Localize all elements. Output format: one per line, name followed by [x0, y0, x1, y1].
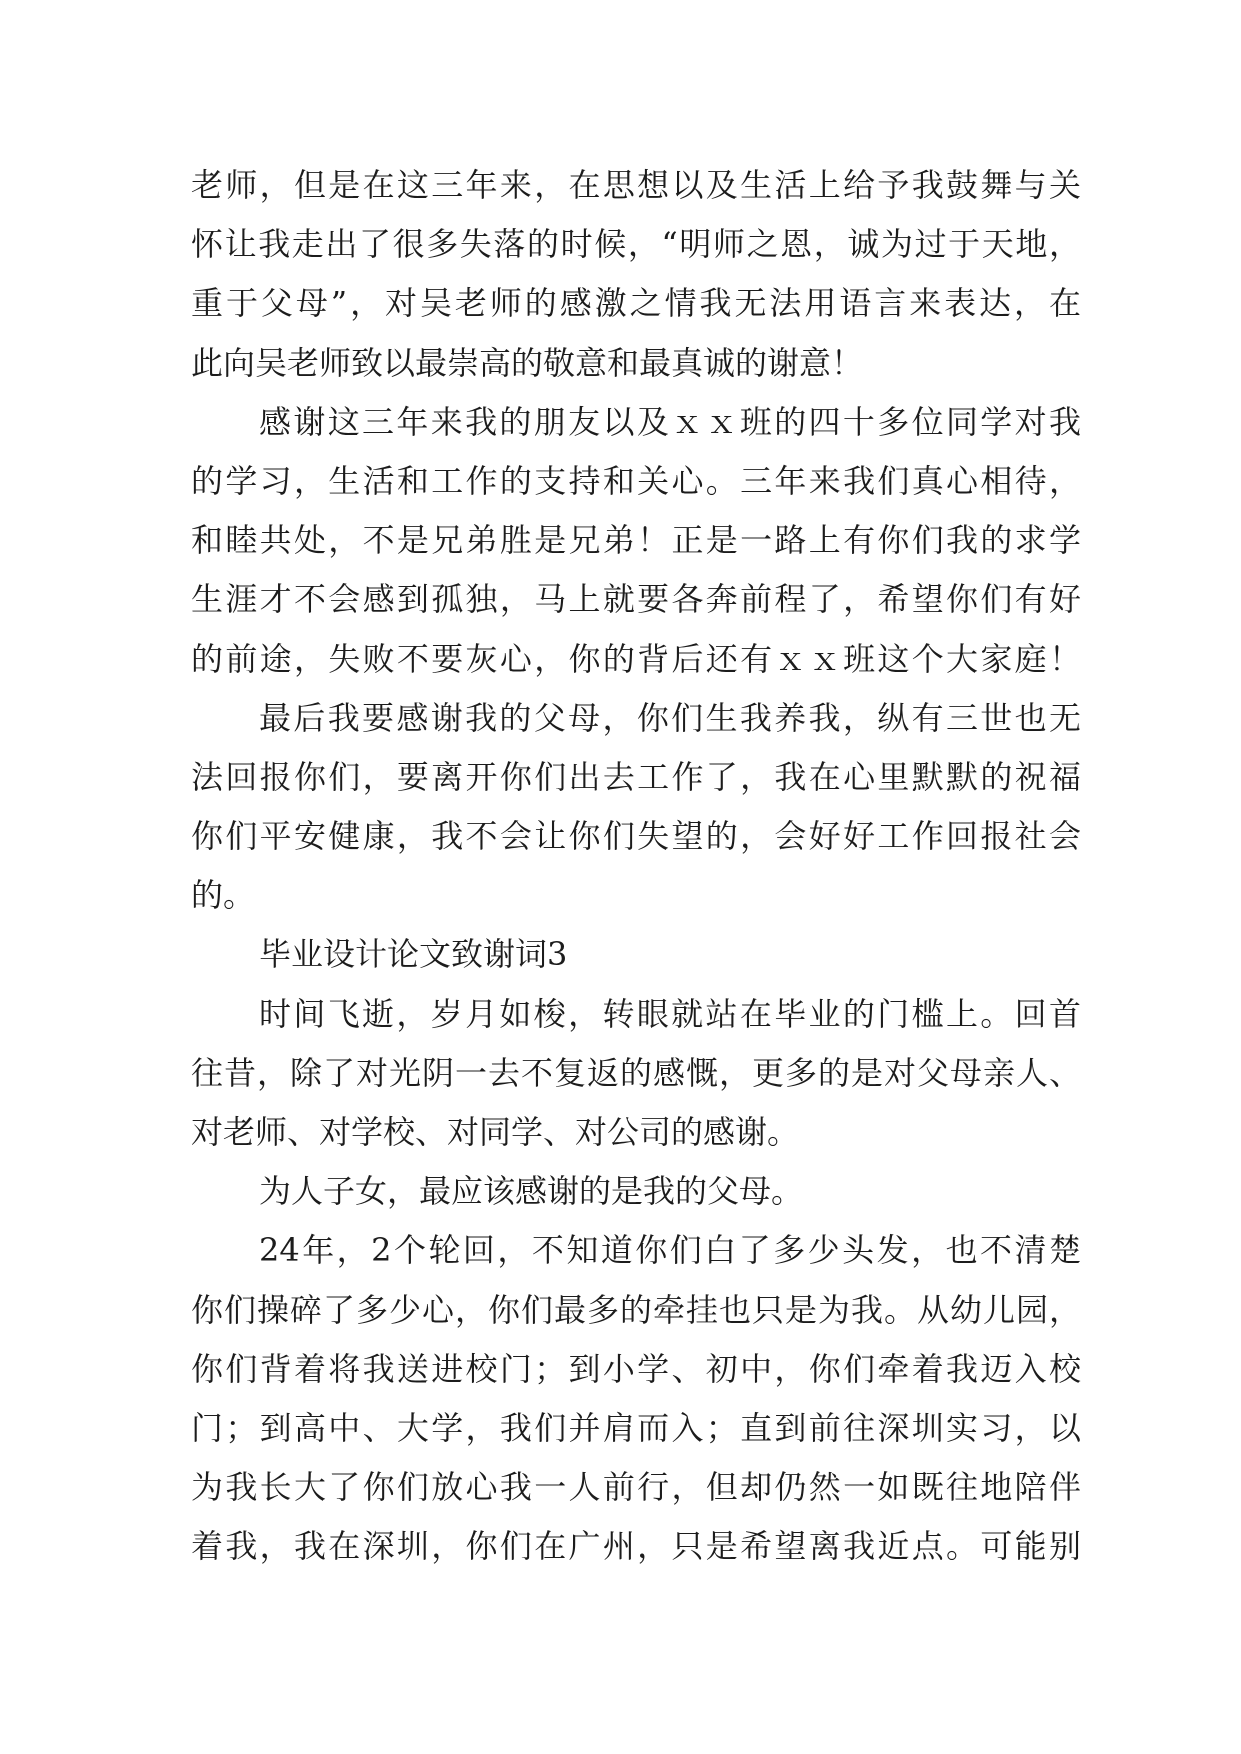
- text-line: 你们背着将我送进校门；到小学、初中，你们牵着我迈入校: [191, 1349, 1081, 1388]
- text-line: 重于父母”，对吴老师的感激之情我无法用语言来表达，在: [191, 284, 1081, 323]
- text-line: 时间飞逝，岁月如梭，转眼就站在毕业的门槛上。回首: [259, 994, 1081, 1033]
- text-line: 门；到高中、大学，我们并肩而入；直到前往深圳实习，以: [191, 1408, 1081, 1447]
- text-line: 为人子女，最应该感谢的是我的父母。: [259, 1172, 804, 1211]
- text-line: 生涯才不会感到孤独，马上就要各奔前程了，希望你们有好: [191, 580, 1081, 619]
- text-line: 24年，2个轮回，不知道你们白了多少头发，也不清楚: [259, 1231, 1081, 1270]
- text-line: 的学习，生活和工作的支持和关心。三年来我们真心相待，: [191, 461, 1081, 500]
- text-line: 最后我要感谢我的父母，你们生我养我，纵有三世也无: [259, 698, 1081, 737]
- text-line: 老师，但是在这三年来，在思想以及生活上给予我鼓舞与关: [191, 166, 1081, 204]
- text-line: 怀让我走出了很多失落的时候，“明师之恩，诚为过于天地，: [191, 225, 1081, 264]
- text-line: 你们操碎了多少心，你们最多的牵挂也只是为我。从幼儿园，: [191, 1290, 1081, 1329]
- text-line: 法回报你们，要离开你们出去工作了，我在心里默默的祝福: [191, 757, 1081, 796]
- text-line: 和睦共处，不是兄弟胜是兄弟！正是一路上有你们我的求学: [191, 521, 1081, 560]
- text-line: 对老师、对学校、对同学、对公司的感谢。: [191, 1113, 800, 1151]
- document-body: [191, 156, 1081, 1577]
- text-line: 为我长大了你们放心我一人前行，但却仍然一如既往地陪伴: [191, 1468, 1081, 1507]
- paragraph: [191, 985, 1081, 1163]
- text-line: 此向吴老师致以最崇高的敬意和最真诚的谢意！: [191, 343, 864, 382]
- text-line: 你们平安健康，我不会让你们失望的，会好好工作回报社会: [191, 817, 1081, 856]
- text-line: 的。: [191, 876, 256, 915]
- paragraph: [191, 156, 1081, 393]
- section-heading-text: 毕业设计论文致谢词3: [259, 935, 568, 974]
- paragraph: [191, 1221, 1081, 1576]
- text-line: 着我，我在深圳，你们在广州，只是希望离我近点。可能别: [191, 1527, 1081, 1566]
- text-line: 往昔，除了对光阴一去不复返的感慨，更多的是对父母亲人、: [191, 1053, 1081, 1092]
- text-line: 感谢这三年来我的朋友以及ｘｘ班的四十多位同学对我: [259, 402, 1081, 441]
- paragraph: [191, 393, 1081, 689]
- section-heading: [191, 925, 1081, 984]
- text-line: 的前途，失败不要灰心，你的背后还有ｘｘ班这个大家庭！: [191, 639, 1081, 678]
- paragraph: [191, 1162, 1081, 1221]
- paragraph: [191, 689, 1081, 926]
